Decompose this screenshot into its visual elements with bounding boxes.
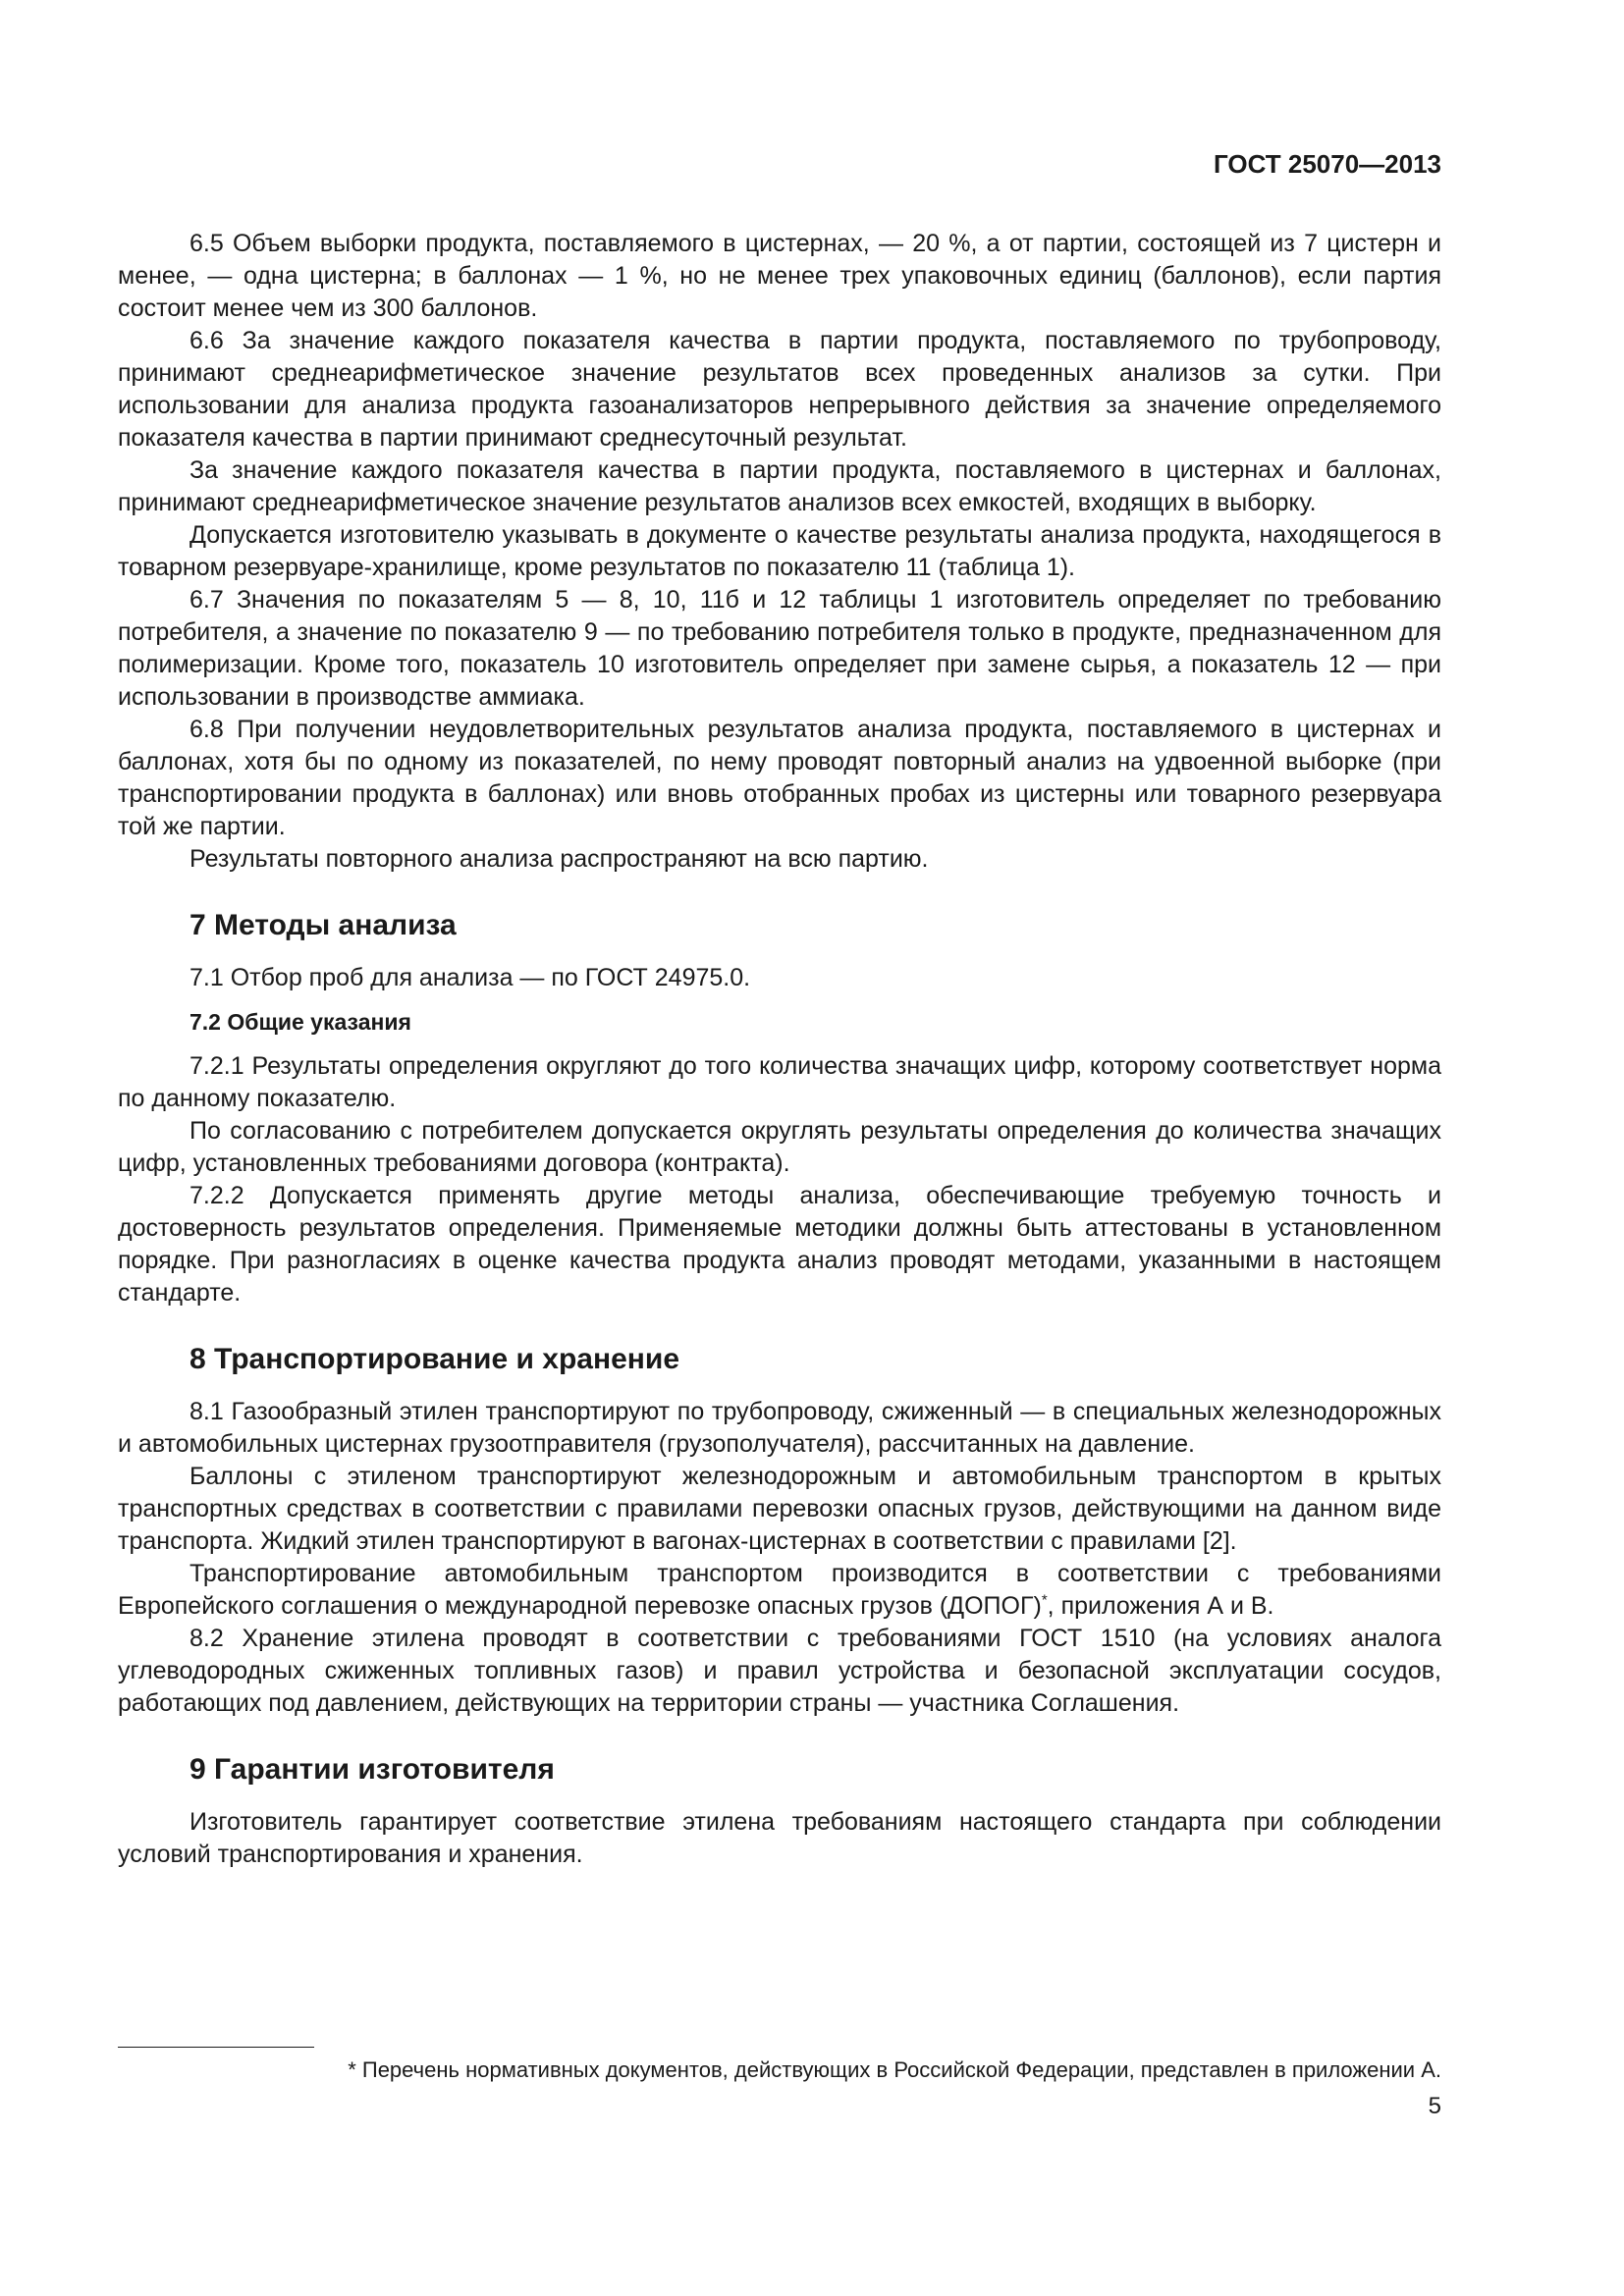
paragraph-8-1: 8.1 Газообразный этилен транспортируют по трубопроводу, сжиженный — в специальных железнодорожных и автомобильных цистернах грузоотправителя (грузополучателя), рассчитанных на давление. [118,1398,1441,1458]
page-number: 5 [1428,2093,1441,2119]
paragraph-6-7: 6.7 Значения по показателям 5 — 8, 10, 11б и 12 таблицы 1 изготовитель определяет по требованию потребителя, а значение по показателю 9 — по требованию потребителя только в продукте, предназначенном для полимеризации. Кроме того, показатель 10 изготовитель определяет при замене сырья, а показатель 12 — при использовании в производстве аммиака. [118,586,1441,711]
paragraph-7-1: 7.1 Отбор проб для анализа — по ГОСТ 24975.0. [189,964,751,991]
paragraph-7-2-1-b: По согласованию с потребителем допускается округлять результаты определения до количества значащих цифр, установленных требованиями договора (контракта). [118,1117,1441,1177]
paragraph-7-2-1: 7.2.1 Результаты определения округляют до того количества значащих цифр, которому соответствует норма по данному показателю. [118,1052,1441,1112]
paragraph-8-1-c-text: Транспортирование автомобильным транспортом производится в соответствии с требованиями Европейского соглашения о международной перевозке опасных грузов (ДОПОГ) [118,1560,1441,1620]
footnote: * Перечень нормативных документов, действующих в Российской Федерации, представлен в приложении А. [348,2057,1441,2082]
section-heading-8: 8 Транспортирование и хранение [189,1343,680,1375]
section-heading-7: 7 Методы анализа [189,909,457,941]
subsection-heading-7-2: 7.2 Общие указания [189,1009,411,1035]
paragraph-8-1-b: Баллоны с этиленом транспортируют железнодорожным и автомобильным транспортом в крытых транспортных средствах в соответствии с правилами перевозки опасных грузов, действующими на данном виде транспорта. Жидкий этилен транспортируют в вагонах-цистернах в соответствии с правилами [2]. [118,1463,1441,1555]
footnote-marker: * [1041,1591,1048,1609]
paragraph-6-8-b: Результаты повторного анализа распространяют на всю партию. [189,845,929,873]
paragraph-9: Изготовитель гарантирует соответствие этилена требованиям настоящего стандарта при соблюдении условий транспортирования и хранения. [118,1808,1441,1868]
footnote-separator [118,2047,314,2048]
paragraph-6-6-c: Допускается изготовителю указывать в документе о качестве результаты анализа продукта, находящегося в товарном резервуаре-хранилище, кроме результатов по показателю 11 (таблица 1). [118,521,1441,581]
paragraph-8-1-c-tail: , приложения А и В. [1047,1592,1274,1620]
paragraph-8-2: 8.2 Хранение этилена проводят в соответствии с требованиями ГОСТ 1510 (на условиях аналога углеводородных сжиженных топливных газов) и правил устройства и безопасной эксплуатации сосудов, работающих под давлением, действующих на территории страны — участника Соглашения. [118,1625,1441,1717]
section-heading-9: 9 Гарантии изготовителя [189,1753,555,1786]
paragraph-7-2-2: 7.2.2 Допускается применять другие методы анализа, обеспечивающие требуемую точность и достоверность результатов определения. Применяемые методики должны быть аттестованы в установленном порядке. При разногласиях в оценке качества продукта анализ проводят методами, указанными в настоящем стандарте. [118,1182,1441,1307]
document-body [118,228,1441,1871]
paragraph-6-8: 6.8 При получении неудовлетворительных результатов анализа продукта, поставляемого в цистернах и баллонах, хотя бы по одному из показателей, по нему проводят повторный анализ на удвоенной выборке (при транспортировании продукта в баллонах) или вновь отобранных пробах из цистерны или товарного резервуара той же партии. [118,716,1441,840]
paragraph-6-6-b: За значение каждого показателя качества в партии продукта, поставляемого в цистернах и баллонах, принимают среднеарифметическое значение результатов анализов всех емкостей, входящих в выборку. [118,456,1441,516]
paragraph-6-5: 6.5 Объем выборки продукта, поставляемого в цистернах, — 20 %, а от партии, состоящей из 7 цистерн и менее, — одна цистерна; в баллонах — 1 %, но не менее трех упаковочных единиц (баллонов), если партия состоит менее чем из 300 баллонов. [118,230,1441,322]
document-header: ГОСТ 25070—2013 [1214,149,1441,179]
paragraph-8-1-c [118,1558,1441,1623]
paragraph-6-6: 6.6 За значение каждого показателя качества в партии продукта, поставляемого по трубопроводу, принимают среднеарифметическое значение результатов всех проведенных анализов за сутки. При использовании для анализа продукта газоанализаторов непрерывного действия за значение определяемого показателя качества в партии принимают среднесуточный результат. [118,327,1441,452]
